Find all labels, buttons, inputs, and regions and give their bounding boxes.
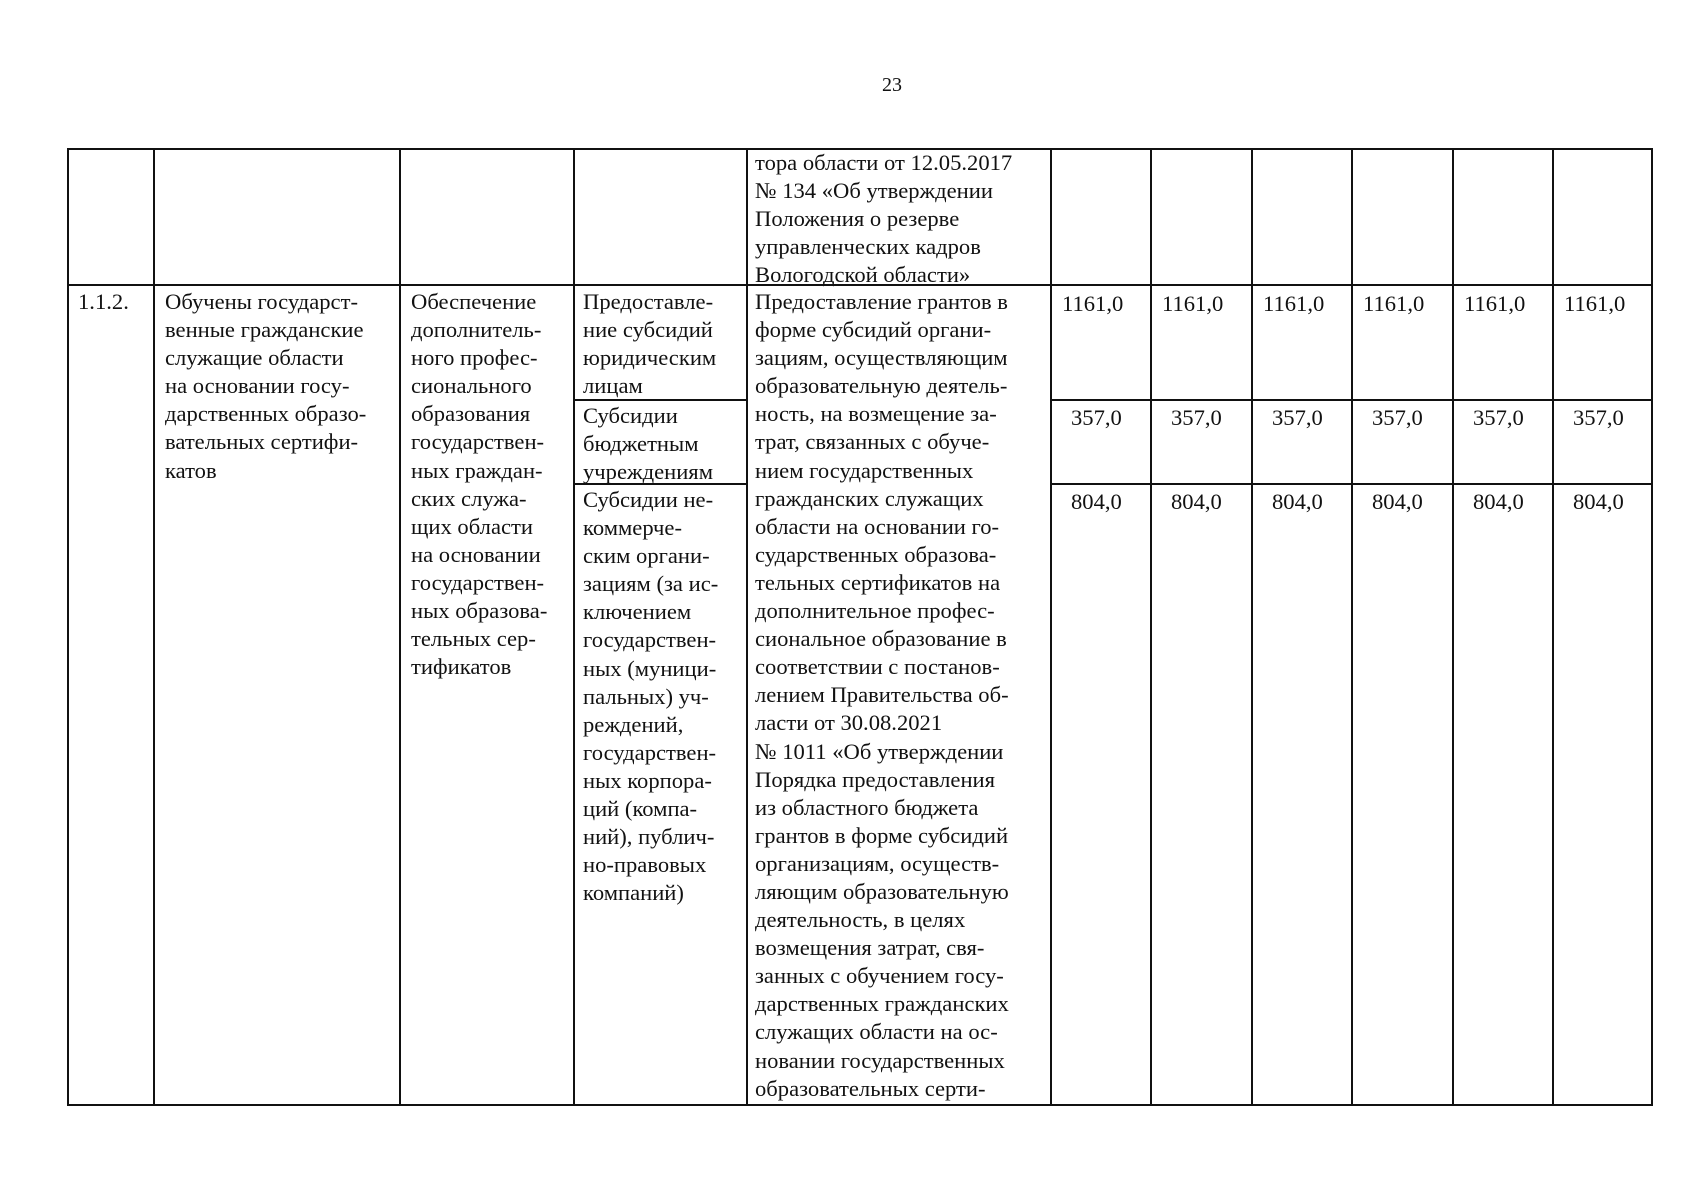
value-cell: 804,0 [1171, 489, 1222, 514]
value-cell: 1161,0 [1464, 291, 1526, 316]
value-cell: 1161,0 [1363, 291, 1425, 316]
row-number: 1.1.2. [78, 289, 129, 314]
value-cell: 1161,0 [1564, 291, 1626, 316]
column-divider [1050, 148, 1052, 1106]
table-border-bottom [67, 1104, 1653, 1106]
subsidy-type-legal-entities: Предоставле- ние субсидий юридическим лицам [583, 289, 717, 399]
column-divider [1452, 148, 1454, 1106]
value-cell: 357,0 [1372, 405, 1423, 430]
legal-basis: Предоставление грантов в форме субсидий органи- зациям, осуществляющим образовательную деятель- ность, на возмещение за- трат, связанных с обуче- нием государственных гражданских служащих области на основании го- сударственных образова- тельных сертификатов на дополнительное профес- сиональное образование в соответствии с постанов- лением Правительства об- ласти от 30.08.2021 № 1011 «Об утверждении Порядка предоставления из областного бюджета грантов в форме субсидий организациям, осуществ- ляющим образовательную деятельность, в целях возмещения затрат, свя- занных с обучением госу- дарственных гражданских служащих области на ос- новании государственных образовательных серти- [755, 289, 1009, 1101]
value-cell: 804,0 [1272, 489, 1323, 514]
value-cell: 357,0 [1573, 405, 1624, 430]
value-cell: 804,0 [1473, 489, 1524, 514]
value-cell: 804,0 [1071, 489, 1122, 514]
budget-table [67, 148, 1653, 1106]
value-cell: 357,0 [1473, 405, 1524, 430]
result-description: Обучены государст- венные гражданские служащие области на основании госу- дарственных образо- вательных сертифи- катов [165, 289, 367, 483]
legal-basis-continuation: тора области от 12.05.2017 № 134 «Об утверждении Положения о резерве управленческих кадров Вологодской области» [755, 150, 1013, 288]
value-cell: 1161,0 [1263, 291, 1325, 316]
value-cell: 357,0 [1272, 405, 1323, 430]
table-border-left [67, 148, 69, 1106]
value-cell: 357,0 [1071, 405, 1122, 430]
table-border-right [1651, 148, 1653, 1106]
value-cell: 1161,0 [1162, 291, 1224, 316]
subsidy-type-budget-institutions: Субсидии бюджетным учреждениям [583, 403, 713, 485]
column-divider [399, 148, 401, 1106]
value-cell: 804,0 [1372, 489, 1423, 514]
value-cell: 1161,0 [1062, 291, 1124, 316]
page-number: 23 [882, 74, 902, 96]
column-divider [1150, 148, 1152, 1106]
row-divider [1050, 483, 1653, 485]
subsidy-type-nonprofits: Субсидии не- коммерче- ским органи- зациям (за ис- ключением государствен- ных (муници- пальных) уч- реждений, государствен- ных корпора- ций (компа- ний), публич- но-правовых компаний) [583, 487, 719, 906]
value-cell: 804,0 [1573, 489, 1624, 514]
column-divider [153, 148, 155, 1106]
measure-description: Обеспечение дополнитель- ного профес- сионального образования государствен- ных граждан- ских служа- щих области на основании государствен- ных образова- тельных сер- тификатов [411, 289, 548, 680]
column-divider [1251, 148, 1253, 1106]
value-cell: 357,0 [1171, 405, 1222, 430]
row-divider [1050, 399, 1653, 401]
column-divider [573, 148, 575, 1106]
column-divider [1552, 148, 1554, 1106]
column-divider [1351, 148, 1353, 1106]
column-divider [746, 148, 748, 1106]
